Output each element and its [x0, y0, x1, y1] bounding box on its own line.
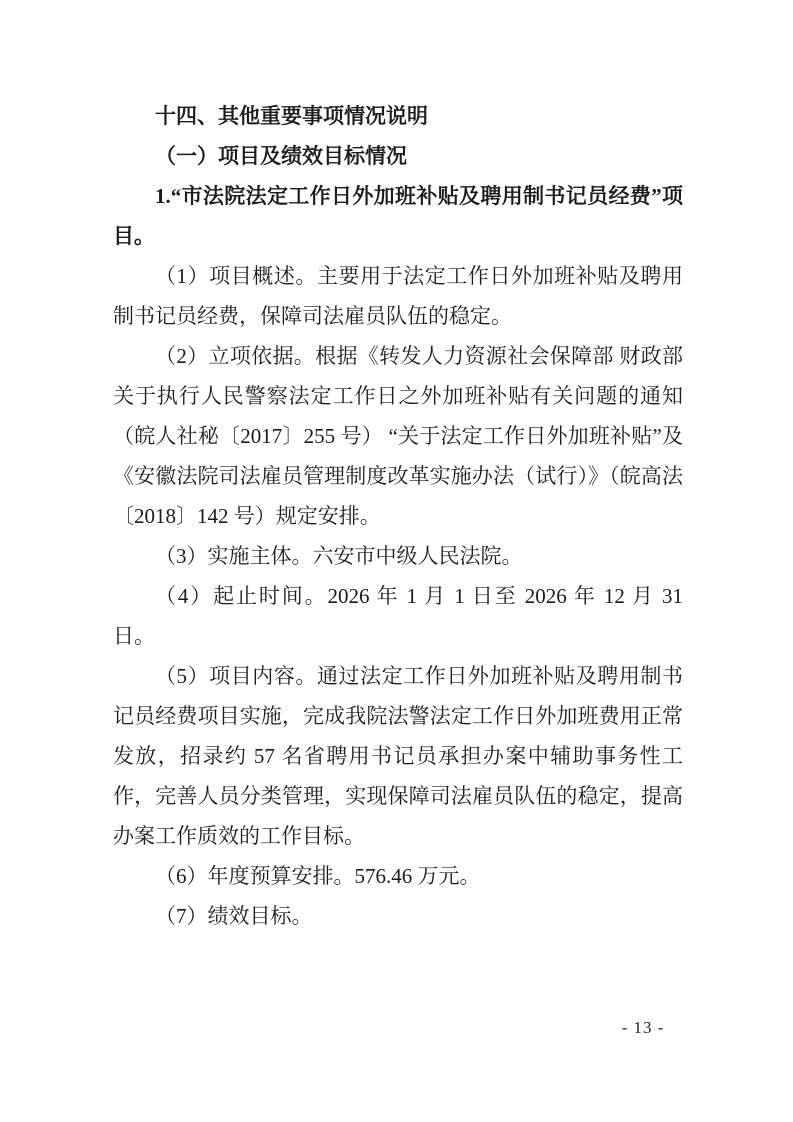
page-number: - 13 - — [621, 1018, 665, 1037]
paragraph-project-overview: （1）项目概述。主要用于法定工作日外加班补贴及聘用制书记员经费，保障司法雇员队伍的稳定。 — [113, 264, 683, 328]
project-title: 1.“市法院法定工作日外加班补贴及聘用制书记员经费”项目。 — [113, 184, 683, 248]
subsection-heading: （一）项目及绩效目标情况 — [155, 144, 407, 168]
paragraph-project-basis: （2）立项依据。根据《转发人力资源社会保障部 财政部关于执行人民警察法定工作日之外加班补贴有关问题的通知（皖人社秘〔2017〕255 号） “关于法定工作日外加班补贴”及《安徽法院司法雇员管理制度改革实施办法（试行）》（皖高法〔2018〕142 号）规定安排。 — [113, 344, 683, 528]
paragraph-time-period: （4）起止时间。2026 年 1 月 1 日至 2026 年 12 月 31 日。 — [113, 584, 683, 648]
paragraph-project-content: （5）项目内容。通过法定工作日外加班补贴及聘用制书记员经费项目实施，完成我院法警法定工作日外加班费用正常发放，招录约 57 名省聘用书记员承担办案中辅助事务性工作，完善人员分类管理，实现保障司法雇员队伍的稳定，提高办案工作质效的工作目标。 — [113, 664, 683, 848]
paragraph-performance-target: （7）绩效目标。 — [155, 904, 313, 928]
paragraph-implementing-body: （3）实施主体。六安市中级人民法院。 — [155, 544, 523, 568]
document-body — [113, 96, 683, 936]
section-heading: 十四、其他重要事项情况说明 — [155, 104, 428, 128]
paragraph-annual-budget: （6）年度预算安排。576.46 万元。 — [155, 864, 481, 888]
